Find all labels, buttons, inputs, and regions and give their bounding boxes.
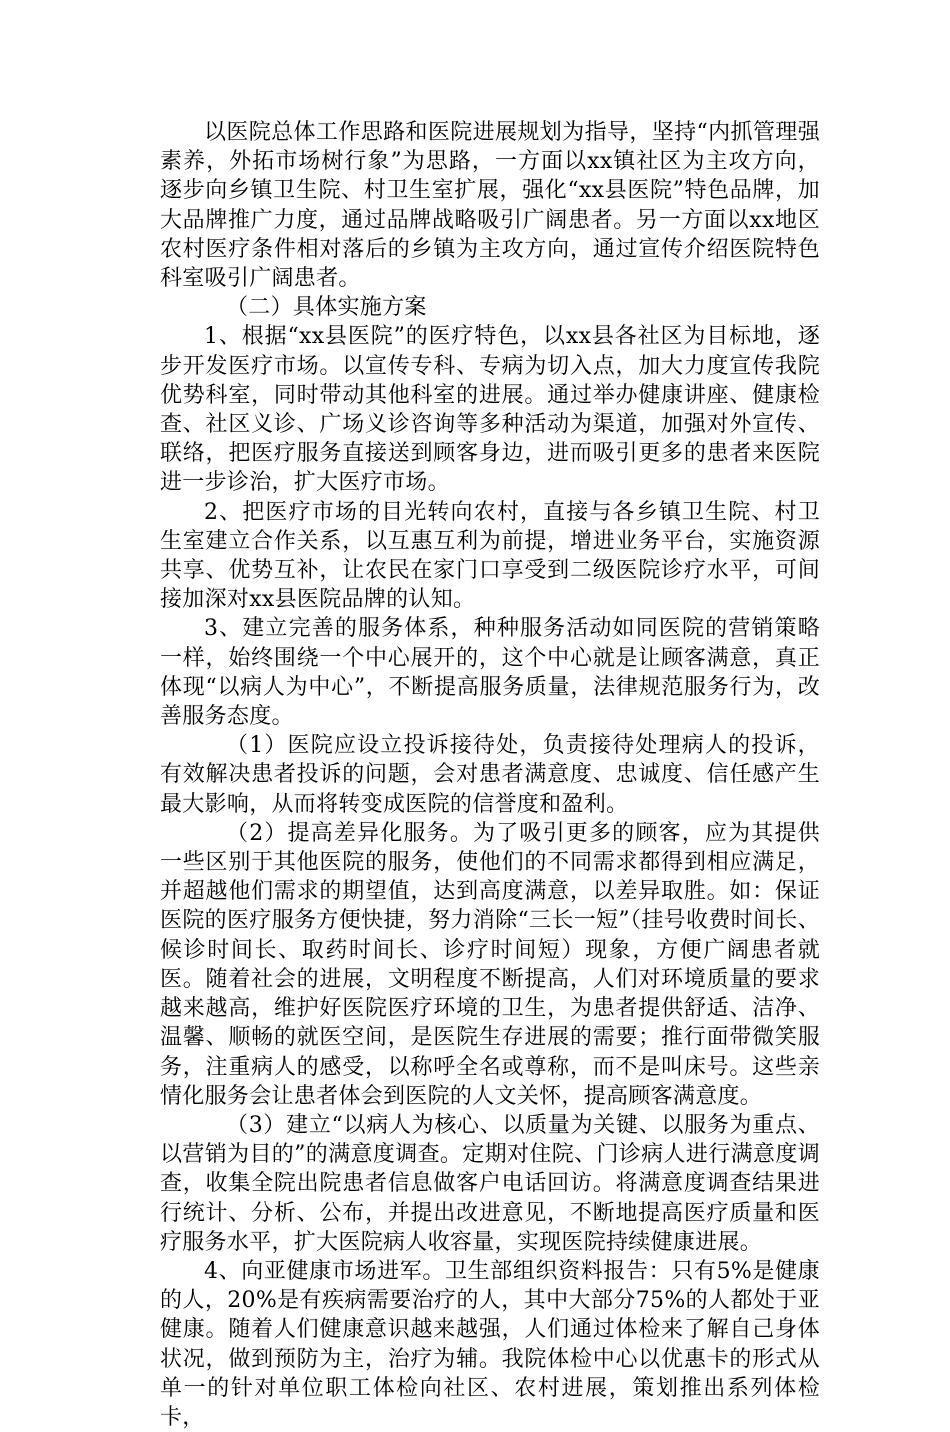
paragraph-item-4: 4、向亚健康市场进军。卫生部组织资料报告：只有5%是健康的人，20%是有疾病需要治疗的人，其中大部分75%的人都处于亚健康。随着人们健康意识越来越强，人们通过体检来了解自己身体状况，做到预防为主，治疗为辅。我院体检中心以优惠卡的形式从单一的针对单位职工体检向社区、农村进展，策划推出系列体检卡， — [160, 1258, 820, 1430]
paragraph-subitem-2: （2）提高差异化服务。为了吸引更多的顾客，应为其提供一些区别于其他医院的服务，使他们的不同需求都得到相应满足，并超越他们需求的期望值，达到高度满意，以差异取胜。如：保证医院的医疗服务方便快捷，努力消除“三长一短”（挂号收费时间长、候诊时间长、取药时间长、诊疗时间短）现象，方便广阔患者就医。随着社会的进展，文明程度不断提高，人们对环境质量的要求越来越高，维护好医院医疗环境的卫生，为患者提供舒适、洁净、温馨、顺畅的就医空间，是医院生存进展的需要；推行面带微笑服务，注重病人的感受，以称呼全名或尊称，而不是叫床号。这些亲情化服务会让患者体会到医院的人文关怀，提高顾客满意度。 — [160, 820, 820, 1109]
paragraph-item-2: 2、把医疗市场的目光转向农村，直接与各乡镇卫生院、村卫生室建立合作关系，以互惠互利为前提，增进业务平台，实施资源共享、优势互补，让农民在家门口享受到二级医院诊疗水平，可间接加深对xx县医院品牌的认知。 — [160, 499, 820, 613]
paragraph-subitem-3: （3）建立“以病人为核心、以质量为关键、以服务为重点、以营销为目的”的满意度调查。定期对住院、门诊病人进行满意度调查，收集全院出院患者信息做客户电话回访。将满意度调查结果进行统计、分析、公布，并提出改进意见，不断地提高医疗质量和医疗服务水平，扩大医院病人收容量，实现医院持续健康进展。 — [160, 1112, 820, 1255]
paragraph-subitem-1: （1）医院应设立投诉接待处，负责接待处理病人的投诉，有效解决患者投诉的问题，会对患者满意度、忠诚度、信任感产生最大影响，从而将转变成医院的信誉度和盈利。 — [160, 733, 820, 817]
paragraph-item-1: 1、根据“xx县医院”的医疗特色，以xx县各社区为目标地，逐步开发医疗市场。以宣传专科、专病为切入点，加大力度宣传我院优势科室，同时带动其他科室的进展。通过举办健康讲座、健康检查、社区义诊、广场义诊咨询等多种活动为渠道，加强对外宣传、联络，把医疗服务直接送到顾客身边，进而吸引更多的患者来医院进一步诊治，扩大医疗市场。 — [160, 324, 820, 496]
paragraph-intro: 以医院总体工作思路和医院进展规划为指导，坚持“内抓管理强素养，外拓市场树行象”为思路，一方面以xx镇社区为主攻方向，逐步向乡镇卫生院、村卫生室扩展，强化“xx县医院”特色品牌，加大品牌推广力度，通过品牌战略吸引广阔患者。另一方面以xx地区农村医疗条件相对落后的乡镇为主攻方向，通过宣传介绍医院特色科室吸引广阔患者。 — [160, 120, 820, 292]
paragraph-item-3: 3、建立完善的服务体系，种种服务活动如同医院的营销策略一样，始终围绕一个中心展开的，这个中心就是让顾客满意，真正体现“以病人为中心”，不断提高服务质量，法律规范服务行为，改善服务态度。 — [160, 616, 820, 730]
document-body — [160, 118, 820, 1432]
section-heading-implementation: （二）具体实施方案 — [226, 295, 427, 321]
